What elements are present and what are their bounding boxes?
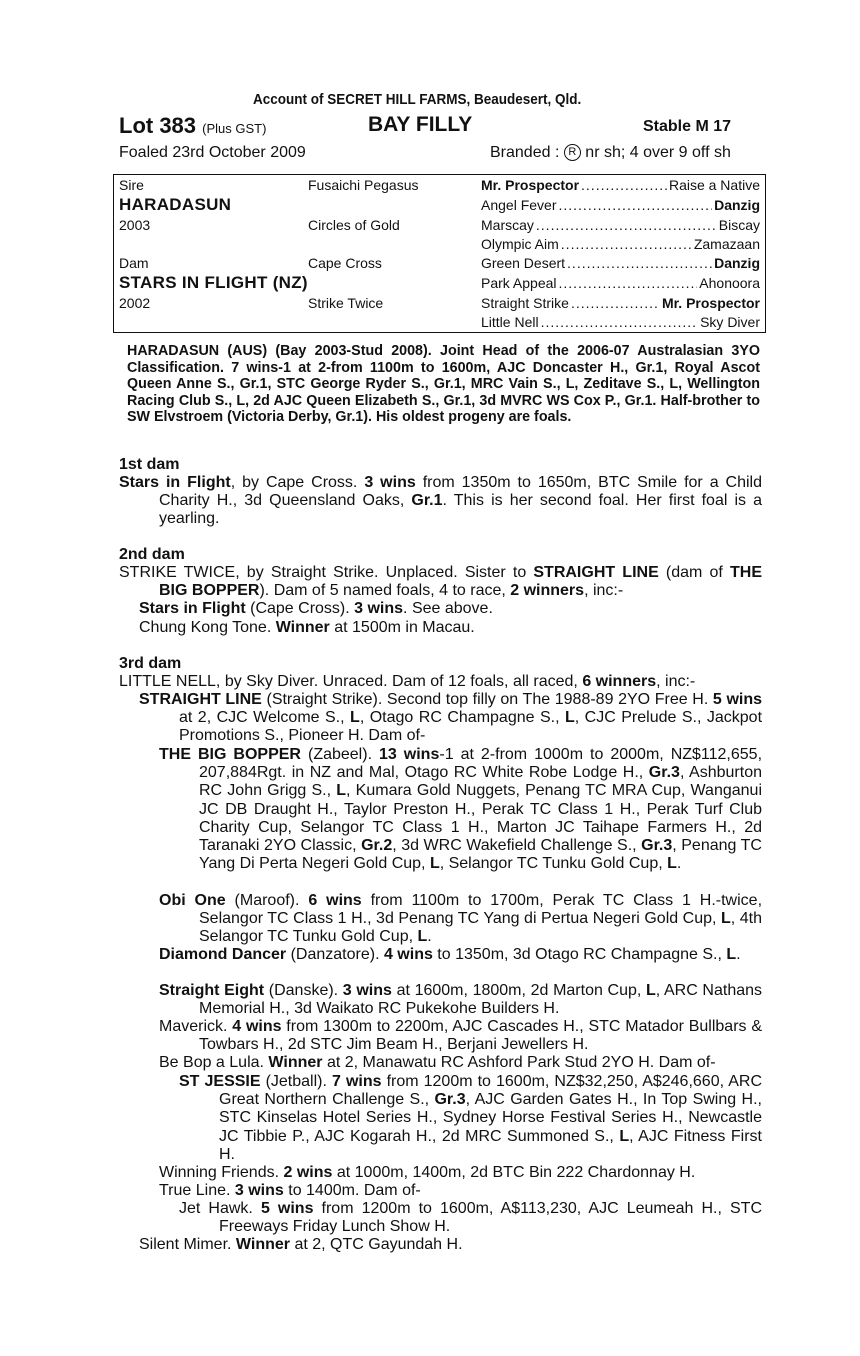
progeny-entry: Obi One (Maroof). 6 wins from 1100m to 1700m, Perak TC Class 1 H.-twice, Selangor TC Class 1 H., 3d Penang TC Yang di Pertua Negeri Gold Cup, L, 4th Selangor TC Tunku Gold Cup, L. xyxy=(159,892,763,946)
gg-right: Ahonoora xyxy=(699,275,760,291)
dam-dam: Strike Twice xyxy=(308,295,384,311)
lot-label: Lot 383 xyxy=(119,113,197,138)
leader-dots xyxy=(541,314,699,330)
gg-left: Olympic Aim xyxy=(481,236,559,252)
pedigree-table xyxy=(113,174,766,333)
progeny-entry: Diamond Dancer (Danzatore). 4 wins to 1350m, 3d Otago RC Champagne S., L. xyxy=(159,946,741,963)
progeny-entry: Chung Kong Tone. Winner at 1500m in Macau. xyxy=(139,619,475,636)
second-dam-entry: STRIKE TWICE, by Straight Strike. Unplaced. Sister to STRAIGHT LINE (dam of THE BIG BOPPER). Dam of 5 named foals, 4 to race, 2 winners, inc:- xyxy=(119,564,762,600)
gg-right: Raise a Native xyxy=(668,177,760,193)
sire-dam: Circles of Gold xyxy=(308,217,400,233)
gg-right: Sky Diver xyxy=(700,314,760,330)
second-dam-heading: 2nd dam xyxy=(119,546,185,563)
gg-left: Green Desert xyxy=(481,255,566,271)
progeny-entry: True Line. 3 wins to 1400m. Dam of- xyxy=(159,1182,421,1199)
gg-left: Park Appeal xyxy=(481,275,557,291)
progeny-entry: Jet Hawk. 5 wins from 1200m to 1600m, A$113,230, AJC Leumeah H., STC Freeways Friday Lunch Show H. xyxy=(179,1200,762,1236)
leader-dots xyxy=(536,217,717,233)
leader-dots xyxy=(581,177,667,193)
gg-row xyxy=(481,236,760,252)
gg-left: Straight Strike xyxy=(481,295,569,311)
progeny-entry: Maverick. 4 wins from 1300m to 2200m, AJC Cascades H., STC Matador Bullbars & Towbars H., 2d STC Jim Beam H., Berjani Jewellers H. xyxy=(159,1018,763,1054)
gg-row xyxy=(481,255,760,271)
progeny-entry: ST JESSIE (Jetball). 7 wins from 1200m to 1600m, NZ$32,250, A$246,660, ARC Great Northern Challenge S., Gr.3, AJC Garden Gates H., In Top Swing H., STC Kinselas Hotel Series H., Sydney Horse Festival Series H., Newcastle JC Tibbie P., AJC Kogarah H., 2d MRC Summoned S., L, AJC Fitness First H. xyxy=(179,1073,762,1163)
dam-label: Dam xyxy=(119,255,149,271)
branded-label: Branded : xyxy=(490,144,560,161)
dam-year: 2002 xyxy=(119,295,151,311)
gg-right: Danzig xyxy=(714,197,760,213)
account-line: Account of SECRET HILL FARMS, Beaudesert, Qld. xyxy=(253,91,582,108)
sire-label: Sire xyxy=(119,177,144,193)
progeny-entry: THE BIG BOPPER (Zabeel). 13 wins-1 at 2-from 1000m to 2000m, NZ$112,655, 207,884Rgt. in NZ and Mal, Otago RC White Robe Lodge H., Gr.3, Ashburton RC John Grigg S., L, Kumara Gold Nuggets, Penang TC MRA Cup, Wanganui JC DB Draught H., Taylor Preston H., Perak TC Class 1 H., Perak Turf Club Charity Cup, Selangor TC Class 1 H., Marton JC Taihape Farmers H., 2d Taranaki 2YO Classic, Gr.2, 3d WRC Wakefield Challenge S., Gr.3, Penang TC Yang Di Perta Negeri Gold Cup, L, Selangor TC Tunku Gold Cup, L. xyxy=(159,746,763,873)
horse-description: BAY FILLY xyxy=(368,113,473,136)
sire-summary: HARADASUN (AUS) (Bay 2003-Stud 2008). Joint Head of the 2006-07 Australasian 3YO Classification. 7 wins-1 at 2-from 1100m to 1600m, AJC Doncaster H., Gr.1, Royal Ascot Queen Anne S., Gr.1, STC George Ryder S., Gr.1, MRC Vain S., L, Zeditave S., L, Wellington Racing Club S., L, 2d AJC Queen Elizabeth S., Gr.1, 3d MVRC WS Cox P., Gr.1. Half-brother to SW Elvstroem (Victoria Derby, Gr.1). His oldest progeny are foals. xyxy=(127,343,760,425)
leader-dots xyxy=(571,295,660,311)
sire-sire: Fusaichi Pegasus xyxy=(308,177,419,193)
gst-note: (Plus GST) xyxy=(202,121,267,136)
progeny-entry: Stars in Flight (Cape Cross). 3 wins. See above. xyxy=(139,600,493,617)
third-dam-entry: LITTLE NELL, by Sky Diver. Unraced. Dam of 12 foals, all raced, 6 winners, inc:- xyxy=(119,673,696,690)
foaled-date: Foaled 23rd October 2009 xyxy=(119,144,306,161)
gg-left: Little Nell xyxy=(481,314,539,330)
leader-dots xyxy=(558,197,712,213)
gg-row xyxy=(481,314,760,330)
leader-dots xyxy=(561,236,692,252)
leader-dots xyxy=(567,255,712,271)
third-dam-heading: 3rd dam xyxy=(119,655,182,672)
sire-year: 2003 xyxy=(119,217,151,233)
gg-row xyxy=(481,177,760,193)
dam-name: STARS IN FLIGHT (NZ) xyxy=(119,273,308,292)
lot-number xyxy=(119,113,266,139)
dam-sire: Cape Cross xyxy=(308,255,382,271)
gg-right: Mr. Prospector xyxy=(661,295,760,311)
gg-left: Marscay xyxy=(481,217,534,233)
leader-dots xyxy=(559,275,698,291)
brand-mark-icon: R xyxy=(564,144,581,161)
gg-row xyxy=(481,217,760,233)
progeny-entry: Be Bop a Lula. Winner at 2, Manawatu RC Ashford Park Stud 2YO H. Dam of- xyxy=(159,1054,716,1071)
sire-name: HARADASUN xyxy=(119,195,232,214)
gg-right: Biscay xyxy=(718,217,760,233)
gg-right: Zamazaan xyxy=(693,236,760,252)
gg-left: Angel Fever xyxy=(481,197,557,213)
stable-number: Stable M 17 xyxy=(643,118,732,135)
gg-row xyxy=(481,295,760,311)
gg-row xyxy=(481,197,760,213)
gg-left: Mr. Prospector xyxy=(481,177,580,193)
first-dam-heading: 1st dam xyxy=(119,456,180,473)
gg-row xyxy=(481,275,760,291)
progeny-entry: Straight Eight (Danske). 3 wins at 1600m, 1800m, 2d Marton Cup, L, ARC Nathans Memorial H., 3d Waikato RC Pukekohe Builders H. xyxy=(159,982,763,1018)
branded-value: nr sh; 4 over 9 off sh xyxy=(585,144,731,161)
progeny-entry: Winning Friends. 2 wins at 1000m, 1400m, 2d BTC Bin 222 Chardonnay H. xyxy=(159,1164,696,1181)
progeny-entry: STRAIGHT LINE (Straight Strike). Second top filly on The 1988-89 2YO Free H. 5 wins at 2, CJC Welcome S., L, Otago RC Champagne S., L, CJC Prelude S., Jackpot Promotions S., Pioneer H. Dam of- xyxy=(139,691,763,745)
branded-line xyxy=(490,144,731,162)
progeny-entry: Silent Mimer. Winner at 2, QTC Gayundah H. xyxy=(139,1236,463,1253)
first-dam-entry: Stars in Flight, by Cape Cross. 3 wins from 1350m to 1650m, BTC Smile for a Child Charity H., 3d Queensland Oaks, Gr.1. This is her second foal. Her first foal is a yearling. xyxy=(119,474,763,528)
gg-right: Danzig xyxy=(714,255,760,271)
